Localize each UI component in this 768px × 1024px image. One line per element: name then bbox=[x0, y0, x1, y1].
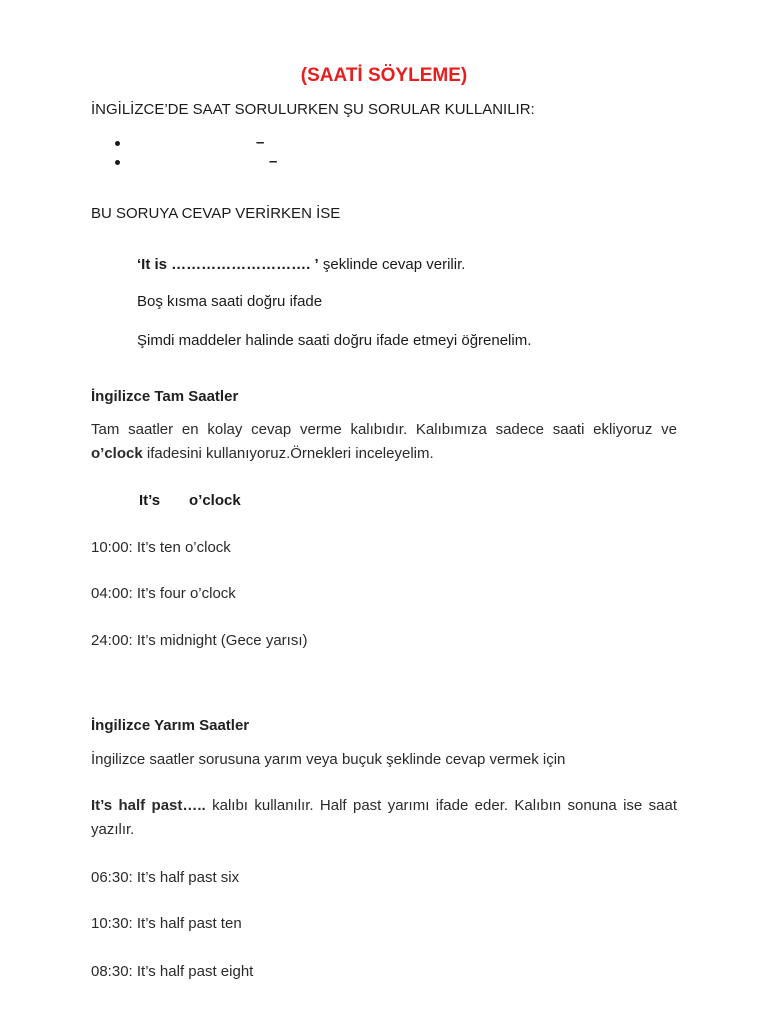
para-bold: o’clock bbox=[91, 445, 143, 462]
section1-paragraph bbox=[91, 418, 677, 466]
example-line: 04:00: It’s four o’clock bbox=[91, 585, 236, 602]
example-line: 06:30: It’s half past six bbox=[91, 869, 240, 886]
intro-text: İNGİLİZCE’DE SAAT SORULURKEN ŞU SORULAR KULLANILIR: bbox=[91, 101, 535, 118]
para-end: ifadesini kullanıyoruz.Örnekleri inceleyelim. bbox=[142, 445, 434, 462]
pattern-line bbox=[137, 256, 465, 274]
page-title: (SAATİ SÖYLEME) bbox=[300, 65, 468, 86]
example-line: 10:00: It’s ten o’clock bbox=[91, 539, 231, 556]
bullet-icon bbox=[115, 160, 120, 165]
para-bold: It’s half past….. bbox=[91, 797, 206, 814]
section-heading-half-hours: İngilizce Yarım Saatler bbox=[91, 717, 250, 734]
pattern-oclock: o’clock bbox=[189, 492, 241, 509]
pattern-its: It’s bbox=[139, 492, 161, 509]
para-rest: kalıbı kullanılır. Half past yarımı ifade eder. Kalıbın sonuna ise saat yazılır. bbox=[91, 797, 677, 838]
pattern-rest: şeklinde cevap verilir. bbox=[318, 256, 466, 273]
para-start: Tam saatler en kolay cevap verme kalıbıdır. Kalıbımıza sadece saati ekliyoruz ve bbox=[91, 421, 677, 438]
example-line: 08:30: It’s half past eight bbox=[91, 963, 254, 980]
bullet-text: – bbox=[269, 153, 278, 170]
now-line: Şimdi maddeler halinde saati doğru ifade etmeyi öğrenelim. bbox=[137, 332, 532, 349]
example-line: 24:00: It’s midnight (Gece yarısı) bbox=[91, 632, 308, 649]
section-heading-full-hours: İngilizce Tam Saatler bbox=[91, 388, 239, 405]
section2-intro: İngilizce saatler sorusuna yarım veya buçuk şeklinde cevap vermek için bbox=[91, 751, 566, 768]
bullet-text: – bbox=[256, 134, 265, 151]
blank-line: Boş kısma saati doğru ifade bbox=[137, 293, 323, 310]
pattern-bold: ‘It is ………………………. ’ bbox=[137, 256, 319, 273]
example-line: 10:30: It’s half past ten bbox=[91, 915, 242, 932]
bullet-icon bbox=[115, 141, 120, 146]
section2-paragraph bbox=[91, 794, 677, 842]
answer-intro: BU SORUYA CEVAP VERİRKEN İSE bbox=[91, 205, 341, 222]
